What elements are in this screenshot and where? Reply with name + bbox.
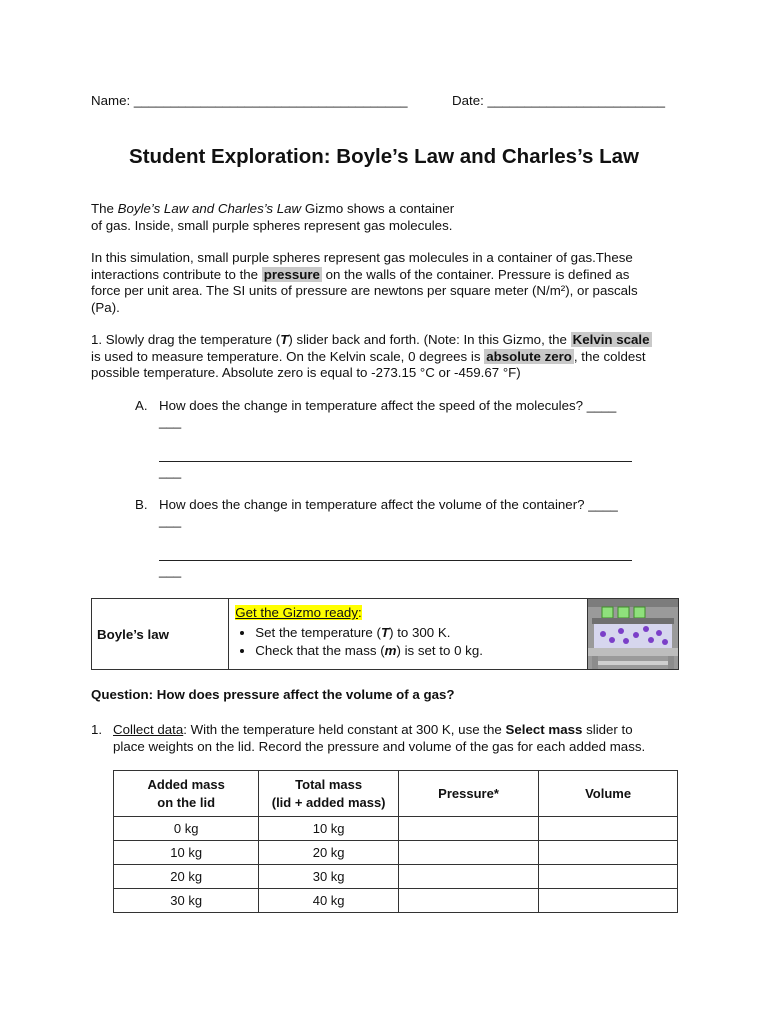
gizmo-ready-instructions: Get the Gizmo ready: • Set the temperature (T) to 300 K. • Check that the mass (m) is set to 0 kg. bbox=[229, 599, 588, 670]
table-input-cell[interactable] bbox=[539, 817, 678, 841]
intro-paragraph-1: The Boyle’s Law and Charles’s Law Gizmo shows a container of gas. Inside, small purple spheres represent gas molecules. bbox=[91, 201, 455, 233]
name-label: Name: bbox=[91, 93, 131, 108]
table-input-cell[interactable] bbox=[398, 889, 538, 913]
boyles-law-label: Boyle’s law bbox=[92, 599, 229, 670]
table-input-cell[interactable] bbox=[539, 841, 678, 865]
table-input-cell[interactable] bbox=[539, 865, 678, 889]
name-blank[interactable]: _____________________________________ bbox=[133, 93, 408, 108]
question-a-blank-end[interactable]: ___ bbox=[159, 414, 182, 429]
name-field[interactable] bbox=[91, 93, 408, 110]
collect-data-number: 1. bbox=[91, 722, 103, 737]
table-cell: 10 kg bbox=[259, 817, 399, 841]
answer-b-blank-end[interactable]: ___ bbox=[159, 563, 182, 578]
data-table bbox=[113, 770, 678, 913]
table-input-cell[interactable] bbox=[398, 841, 538, 865]
step-check-mass: • Check that the mass (m) is set to 0 kg. bbox=[255, 642, 581, 660]
gizmo-thumbnail bbox=[587, 599, 678, 670]
table-row bbox=[114, 865, 678, 889]
collect-data-text: Collect data: With the temperature held constant at 300 K, use the Select mass slider to place weights on the lid. Record the pressure and volume of the gas for each added mass. bbox=[113, 722, 646, 754]
table-input-cell[interactable] bbox=[539, 889, 678, 913]
kelvin-scale-highlight: Kelvin scale bbox=[572, 332, 650, 347]
column-header: Total mass (lid + added mass) bbox=[259, 771, 399, 817]
collect-data-link: Collect data bbox=[113, 722, 184, 737]
question-heading: Question: How does pressure affect the volume of a gas? bbox=[91, 687, 455, 702]
question-b-text: How does the change in temperature affect the volume of the container? ____ bbox=[159, 497, 618, 512]
table-row bbox=[114, 841, 678, 865]
question-a-label: A. bbox=[135, 398, 148, 413]
table-row bbox=[114, 889, 678, 913]
table-cell: 20 kg bbox=[259, 841, 399, 865]
answer-a-line[interactable] bbox=[159, 461, 632, 462]
pressure-highlight: pressure bbox=[263, 266, 320, 282]
table-cell: 10 kg bbox=[114, 841, 259, 865]
question-b-label: B. bbox=[135, 497, 148, 512]
page-title: Student Exploration: Boyle’s Law and Charles’s Law bbox=[129, 145, 639, 168]
table-input-cell[interactable] bbox=[398, 817, 538, 841]
table-cell: 30 kg bbox=[259, 865, 399, 889]
question-1-text: 1. Slowly drag the temperature (T) slider back and forth. (Note: In this Gizmo, the Kelvin scale is used to measure temperature. On the Kelvin scale, 0 degrees is absolute zero , the coldest possible temperature. Absolute zero is equal to -273.15 °C or -459.67 °F) bbox=[91, 332, 650, 380]
question-b-blank-end[interactable]: ___ bbox=[159, 513, 182, 528]
table-input-cell[interactable] bbox=[398, 865, 538, 889]
absolute-zero-highlight: absolute zero bbox=[486, 348, 572, 364]
table-row bbox=[114, 817, 678, 841]
gas-container-image bbox=[588, 599, 678, 669]
table-cell: 0 kg bbox=[114, 817, 259, 841]
step-set-temperature: • Set the temperature (T) to 300 K. bbox=[255, 624, 581, 642]
table-cell: 40 kg bbox=[259, 889, 399, 913]
date-label: Date: bbox=[452, 93, 484, 108]
table-header-row bbox=[114, 771, 678, 817]
answer-b-line[interactable] bbox=[159, 560, 632, 561]
date-field[interactable] bbox=[452, 93, 665, 110]
intro-paragraph-2: In this simulation, small purple spheres represent gas molecules in a container of gas.These interactions contribute to the pressure on the walls of the container. Pressure is defined as force per unit area. The SI units of pressure are newtons per square meter (N/m²), or pascals (Pa). bbox=[91, 250, 638, 315]
answer-a-blank-end[interactable]: ___ bbox=[159, 464, 182, 479]
column-header: Volume bbox=[539, 771, 678, 817]
gizmo-name: Boyle’s Law and Charles’s Law bbox=[117, 201, 302, 216]
table-cell: 20 kg bbox=[114, 865, 259, 889]
date-blank[interactable]: ________________________ bbox=[487, 93, 665, 108]
column-header: Added mass on the lid bbox=[114, 771, 259, 817]
table-cell: 30 kg bbox=[114, 889, 259, 913]
column-header: Pressure* bbox=[398, 771, 538, 817]
gizmo-ready-box bbox=[91, 598, 679, 670]
get-gizmo-ready-heading: Get the Gizmo ready bbox=[235, 605, 358, 620]
question-a-text: How does the change in temperature affect the speed of the molecules? ____ bbox=[159, 398, 617, 413]
